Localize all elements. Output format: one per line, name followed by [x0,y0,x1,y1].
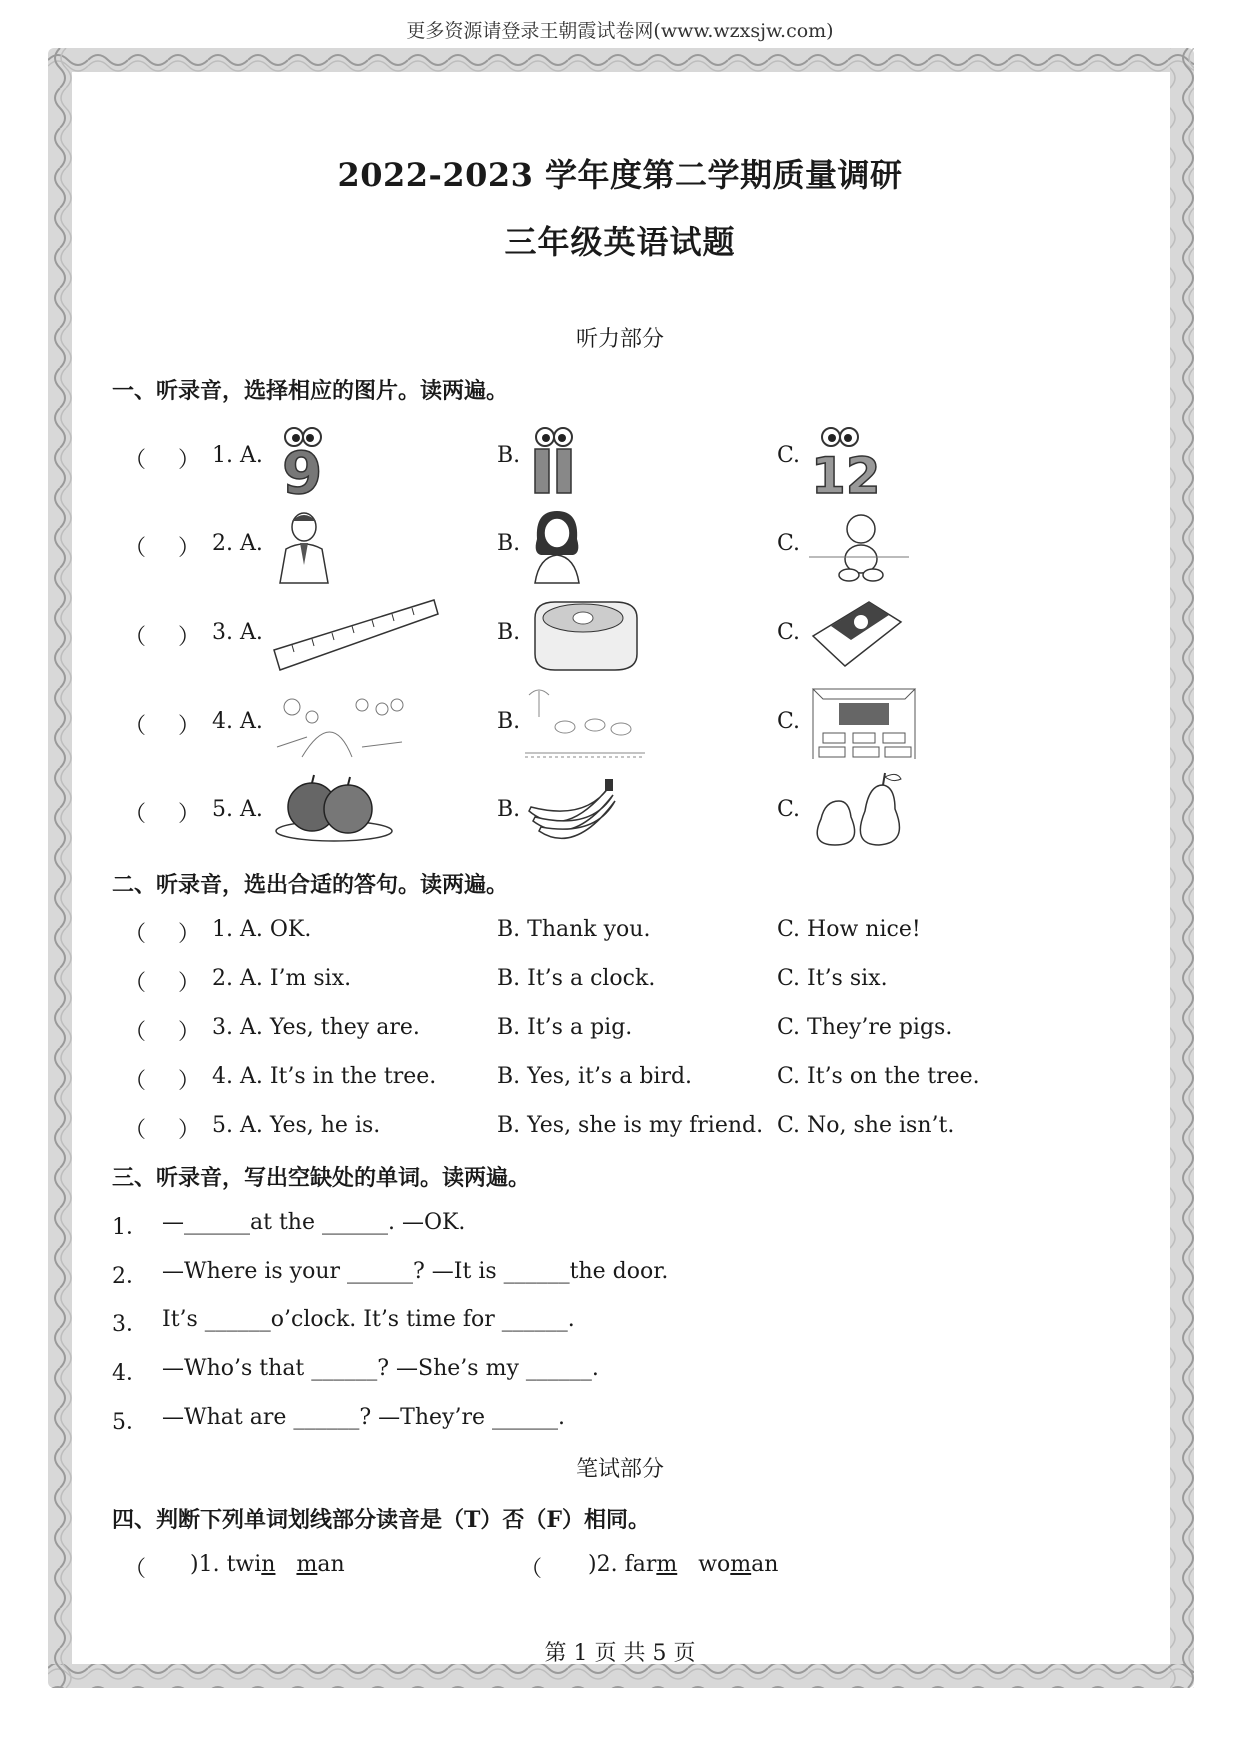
header-note: 更多资源请登录王朝霞试卷网(www.wzxsjw.com) [406,20,834,42]
answer-paren-close: ） [178,1118,201,1143]
woman-icon [525,509,589,583]
option-c: C. It’s six. [777,966,888,991]
answer-paren-close: ） [178,625,201,650]
option-b: B. It’s a clock. [497,966,656,991]
svg-text:9: 9 [282,439,323,507]
option-c: C. No, she isn’t. [777,1113,955,1138]
option-a: 4. A. It’s in the tree. [212,1064,437,1089]
fill-sentence: —______at the ______. —OK. [162,1210,466,1235]
answer-paren-close: ） [178,714,201,739]
pencil-case-icon [525,596,645,674]
option-a: 3. A. Yes, they are. [212,1015,420,1040]
option-c-label: C. [777,797,801,822]
park-scene-icon [272,687,412,761]
bananas-icon [525,771,621,843]
answer-paren-open: （ [124,625,147,650]
question-number: 3. A. [212,620,263,645]
answer-paren-close: ） [178,536,201,561]
question-number: 4. A. [212,709,263,734]
part3-heading: 三、听录音，写出空缺处的单词。读两遍。 [112,1165,531,1191]
answer-paren-close: ） [178,802,201,827]
exam-subtitle: 三年级英语试题 [504,223,736,261]
answer-paren-close: ） [178,922,201,947]
fill-sentence: —What are ______? —They’re ______. [162,1405,565,1430]
part1-heading: 一、听录音，选择相应的图片。读两遍。 [112,378,509,404]
question-item-1: )1. twin man [190,1552,345,1577]
option-c-label: C. [777,531,801,556]
option-a: 2. A. I’m six. [212,966,352,991]
option-b: B. Thank you. [497,917,651,942]
classroom-icon [809,685,919,763]
answer-paren-open: （ [124,1118,147,1143]
option-c: C. It’s on the tree. [777,1064,980,1089]
written-section-title: 笔试部分 [575,1457,664,1482]
question-number: 3． [112,1312,148,1337]
answer-paren-open: （ [124,448,147,473]
answer-paren-close: ） [178,971,201,996]
question-number: 1. A. [212,443,263,468]
option-c-label: C. [777,620,801,645]
fill-sentence: —Where is your ______? —It is ______the door. [162,1259,669,1284]
option-c-label: C. [777,443,801,468]
option-b-label: B. [497,531,521,556]
exam-title: 2022-2023 学年度第二学期质量调研 [337,156,903,194]
number-11-icon [525,425,585,495]
option-b-label: B. [497,797,521,822]
option-b: B. Yes, she is my friend. [497,1113,764,1138]
option-b: B. It’s a pig. [497,1015,633,1040]
answer-paren-open: （ [124,714,147,739]
pears-icon [809,771,919,847]
man-icon [272,509,336,583]
answer-paren-open: （ [124,971,147,996]
question-number: 5. A. [212,797,263,822]
question-number: 2． [112,1264,148,1289]
part2-heading: 二、听录音，选出合适的答句。读两遍。 [112,872,509,898]
option-b-label: B. [497,709,521,734]
option-b-label: B. [497,443,521,468]
option-b-label: B. [497,620,521,645]
answer-paren-open: （ [124,1557,147,1582]
answer-paren-close: ） [178,1020,201,1045]
question-item-2: )2. farm woman [588,1552,779,1577]
answer-paren-open: （ [124,1069,147,1094]
option-a: 5. A. Yes, he is. [212,1113,381,1138]
option-c: C. They’re pigs. [777,1015,953,1040]
option-c: C. How nice! [777,917,921,942]
question-number: 5． [112,1410,148,1435]
option-c-label: C. [777,709,801,734]
svg-text:12: 12 [811,447,881,505]
answer-paren-close: ） [178,1069,201,1094]
number-9-icon [272,425,332,507]
answer-paren-open: （ [124,536,147,561]
listening-section-title: 听力部分 [575,327,664,352]
option-b: B. Yes, it’s a bird. [497,1064,693,1089]
baby-icon [809,509,909,583]
number-12-icon [809,425,881,505]
page-footer: 第 1 页 共 5 页 [544,1641,696,1666]
part4-heading: 四、判断下列单词划线部分读音是（T）否（F）相同。 [112,1507,650,1533]
option-a: 1. A. OK. [212,917,312,942]
eraser-icon [809,596,905,674]
fill-sentence: It’s ______o’clock. It’s time for ______. [162,1307,575,1332]
answer-paren-open: （ [520,1557,543,1582]
question-number: 1． [112,1215,148,1240]
question-number: 2. A. [212,531,263,556]
answer-paren-open: （ [124,802,147,827]
ruler-icon [272,598,442,672]
apples-icon [272,771,396,843]
fill-sentence: —Who’s that ______? —She’s my ______. [162,1356,599,1381]
answer-paren-close: ） [178,448,201,473]
answer-paren-open: （ [124,922,147,947]
answer-paren-open: （ [124,1020,147,1045]
farm-scene-icon [525,687,645,761]
question-number: 4． [112,1361,148,1386]
